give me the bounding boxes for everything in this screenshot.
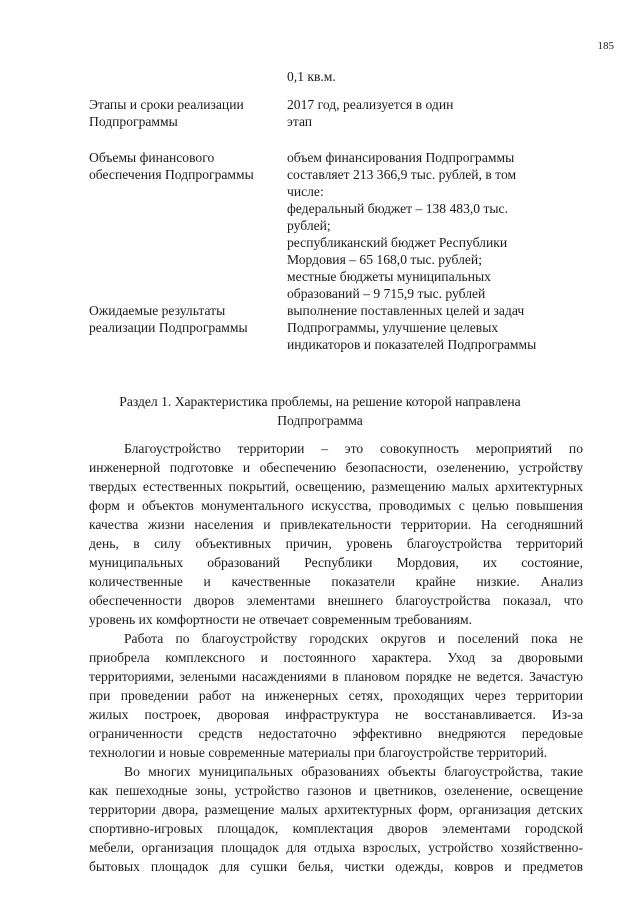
body-line: количественные и качественные показатели крайне низкие. Анализ xyxy=(89,574,583,589)
body-line: уровень их комфортности не отвечает современным требованиям. xyxy=(89,612,473,627)
body-line: жилых построек, дворовая инфраструктура не восстанавливается. Из-за xyxy=(89,707,583,722)
passport-value-funding: Мордовия – 65 168,0 тыс. рублей; xyxy=(287,252,482,267)
passport-label-results: реализации Подпрограммы xyxy=(89,320,248,335)
passport-value-stages: этап xyxy=(287,114,313,129)
body-line: обеспеченности дворов элементами внешнего благоустройства показал, что xyxy=(89,593,583,608)
body-line: качества жизни населения и привлекательности территории. На сегодняшний xyxy=(89,517,583,532)
passport-area-tail: 0,1 кв.м. xyxy=(287,69,336,84)
passport-value-funding: местные бюджеты муниципальных xyxy=(287,269,491,284)
passport-value-results: Подпрограммы, улучшение целевых xyxy=(287,320,499,335)
passport-value-funding: федеральный бюджет – 138 483,0 тыс. xyxy=(287,201,508,216)
body-line: твердых естественных покрытий, освещению, размещению малых архитектурных xyxy=(89,479,583,494)
body-line: бытовых площадок для сушки белья, чистки одежды, ковров и предметов xyxy=(89,859,583,874)
body-line: как пешеходные зоны, устройство газонов и цветников, озеленение, освещение xyxy=(89,783,583,798)
body-line: инженерной подготовке и обеспечению безопасности, озеленению, устройству xyxy=(89,460,583,475)
passport-value-funding: образований – 9 715,9 тыс. рублей xyxy=(287,286,486,301)
passport-label-stages: Этапы и сроки реализации xyxy=(89,97,244,112)
body-line: форм и объектов монументального искусства, проводимых с целью повышения xyxy=(89,498,583,513)
passport-value-funding: объем финансирования Подпрограммы xyxy=(287,150,515,165)
passport-value-funding: республиканский бюджет Республики xyxy=(287,235,508,250)
passport-value-results: выполнение поставленных целей и задач xyxy=(287,303,525,318)
passport-label-funding: обеспечения Подпрограммы xyxy=(89,167,254,182)
body-line: мебели, организация площадок для отдыха взрослых, устройство хозяйственно- xyxy=(89,840,583,855)
passport-value-funding: составляет 213 366,9 тыс. рублей, в том xyxy=(287,167,517,182)
body-line: Во многих муниципальных образованиях объекты благоустройства, такие xyxy=(124,764,583,779)
body-line: Работа по благоустройству городских округов и поселений пока не xyxy=(124,631,583,646)
body-line: день, в силу объективных причин, уровень благоустройства территорий xyxy=(89,536,583,551)
passport-label-results: Ожидаемые результаты xyxy=(89,303,226,318)
passport-value-funding: числе: xyxy=(287,184,324,199)
body-line: территориями, зелеными насаждениями в плановом порядке не ведется. Зачастую xyxy=(89,669,583,684)
body-line: ограниченности средств недостаточно эффективно внедряются передовые xyxy=(89,726,583,741)
body-line: приобрела комплексного и постоянного характера. Уход за дворовыми xyxy=(89,650,583,665)
passport-value-results: индикаторов и показателей Подпрограммы xyxy=(287,337,537,352)
passport-value-stages: 2017 год, реализуется в один xyxy=(287,97,454,112)
passport-label-funding: Объемы финансового xyxy=(89,150,215,165)
page-number: 185 xyxy=(597,40,614,52)
section-title: Раздел 1. Характеристика проблемы, на решение которой направлена xyxy=(119,394,521,409)
body-line: при проведении работ на инженерных сетях, проходящих через территории xyxy=(89,688,583,703)
body-line: спортивно-игровых площадок, комплектация дворов элементами городской xyxy=(89,821,583,836)
section-title: Подпрограмма xyxy=(277,413,363,428)
body-line: территории двора, размещение малых архитектурных форм, организация детских xyxy=(89,802,583,817)
passport-label-stages: Подпрограммы xyxy=(89,114,178,129)
body-line: Благоустройство территории – это совокупность мероприятий по xyxy=(124,441,583,456)
body-line: технологии и новые современные материалы при благоустройстве территорий. xyxy=(89,745,548,760)
body-line: муниципальных образований Республики Мордовия, их состояние, xyxy=(89,555,583,570)
passport-value-funding: рублей; xyxy=(287,218,331,233)
